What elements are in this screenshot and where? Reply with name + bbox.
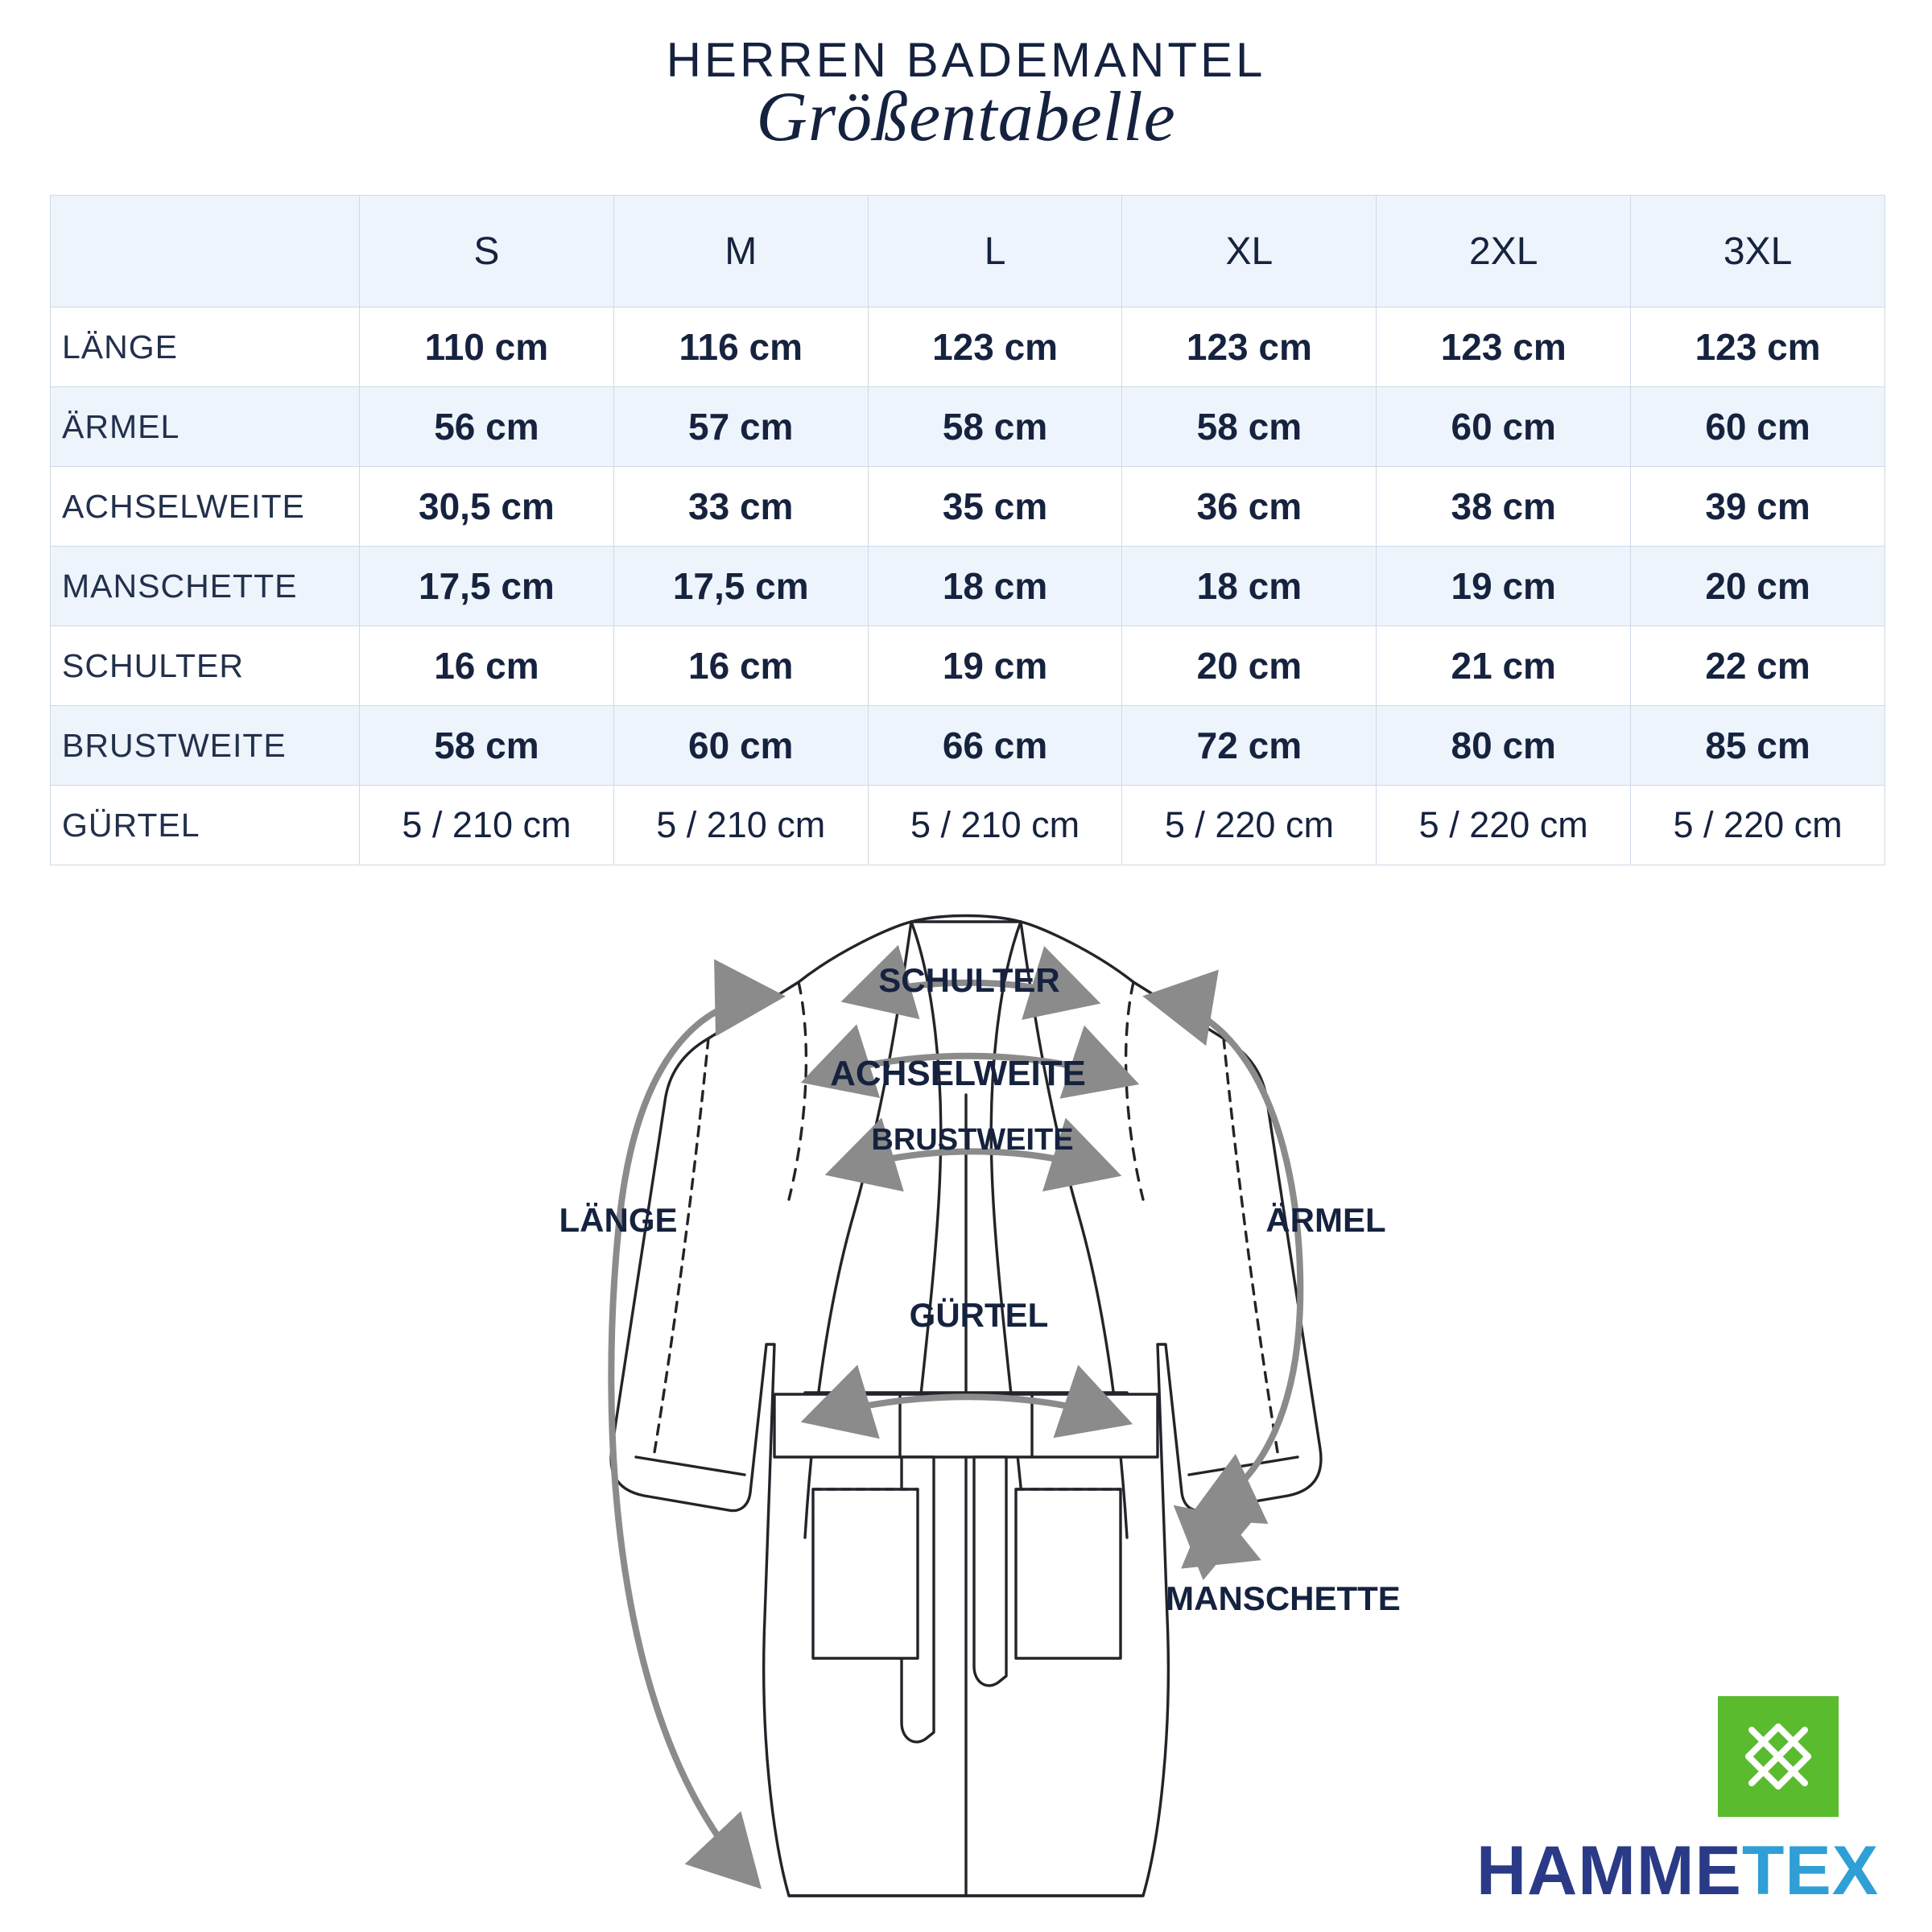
diagram-label-guertel: GÜRTEL — [909, 1296, 1049, 1334]
cell-guertel-m: 5 / 210 cm — [613, 786, 868, 865]
cell-aermel-l: 58 cm — [868, 387, 1122, 467]
cell-aermel-s: 56 cm — [360, 387, 614, 467]
cell-laenge-l: 123 cm — [868, 308, 1122, 387]
cell-brustweite-xl: 72 cm — [1122, 706, 1377, 786]
cell-achselweite-m: 33 cm — [613, 467, 868, 547]
cell-achselweite-3xl: 39 cm — [1631, 467, 1885, 547]
column-header-2xl: 2XL — [1377, 196, 1631, 308]
cell-schulter-s: 16 cm — [360, 626, 614, 706]
cell-laenge-3xl: 123 cm — [1631, 308, 1885, 387]
page-title: HERREN BADEMANTEL — [666, 33, 1266, 87]
row-label-achselweite: ACHSELWEITE — [51, 467, 360, 547]
table-row — [51, 387, 1885, 467]
cell-aermel-3xl: 60 cm — [1631, 387, 1885, 467]
hammetex-mark-icon — [1718, 1696, 1839, 1817]
cell-aermel-2xl: 60 cm — [1377, 387, 1631, 467]
size-table — [50, 195, 1885, 865]
brand-logo — [1476, 1696, 1895, 1911]
diagram-label-schulter: SCHULTER — [878, 961, 1060, 999]
table-header-row — [51, 196, 1885, 308]
table-row — [51, 786, 1885, 865]
page-subtitle: Größentabelle — [756, 78, 1176, 156]
diagram-label-achselweite: ACHSELWEITE — [830, 1054, 1086, 1093]
cell-laenge-s: 110 cm — [360, 308, 614, 387]
cell-guertel-s: 5 / 210 cm — [360, 786, 614, 865]
cell-laenge-xl: 123 cm — [1122, 308, 1377, 387]
cell-schulter-m: 16 cm — [613, 626, 868, 706]
cell-brustweite-3xl: 85 cm — [1631, 706, 1885, 786]
table-row — [51, 706, 1885, 786]
diagram-label-laenge: LÄNGE — [559, 1201, 678, 1239]
row-label-laenge: LÄNGE — [51, 308, 360, 387]
column-header-3xl: 3XL — [1631, 196, 1885, 308]
brand-name-part2: TEX — [1741, 1832, 1880, 1909]
diagram-label-aermel: ÄRMEL — [1265, 1201, 1386, 1239]
row-label-schulter: SCHULTER — [51, 626, 360, 706]
cell-guertel-3xl: 5 / 220 cm — [1631, 786, 1885, 865]
cell-manschette-xl: 18 cm — [1122, 547, 1377, 626]
cell-schulter-2xl: 21 cm — [1377, 626, 1631, 706]
cell-brustweite-m: 60 cm — [613, 706, 868, 786]
column-header-m: M — [613, 196, 868, 308]
table-row — [51, 467, 1885, 547]
row-label-manschette: MANSCHETTE — [51, 547, 360, 626]
cell-achselweite-s: 30,5 cm — [360, 467, 614, 547]
cell-achselweite-xl: 36 cm — [1122, 467, 1377, 547]
row-label-aermel: ÄRMEL — [51, 387, 360, 467]
cell-schulter-3xl: 22 cm — [1631, 626, 1885, 706]
column-header-s: S — [360, 196, 614, 308]
row-label-guertel: GÜRTEL — [51, 786, 360, 865]
cell-laenge-m: 116 cm — [613, 308, 868, 387]
table-row — [51, 308, 1885, 387]
table-row — [51, 547, 1885, 626]
size-table-container — [50, 195, 1885, 865]
column-header-xl: XL — [1122, 196, 1377, 308]
cell-manschette-m: 17,5 cm — [613, 547, 868, 626]
cell-aermel-m: 57 cm — [613, 387, 868, 467]
table-row — [51, 626, 1885, 706]
cell-schulter-xl: 20 cm — [1122, 626, 1377, 706]
column-header-l: L — [868, 196, 1122, 308]
cell-guertel-l: 5 / 210 cm — [868, 786, 1122, 865]
cell-brustweite-2xl: 80 cm — [1377, 706, 1631, 786]
table-corner-cell — [51, 196, 360, 308]
cell-laenge-2xl: 123 cm — [1377, 308, 1631, 387]
cell-manschette-2xl: 19 cm — [1377, 547, 1631, 626]
cell-manschette-l: 18 cm — [868, 547, 1122, 626]
cell-manschette-3xl: 20 cm — [1631, 547, 1885, 626]
size-table-head — [51, 196, 1885, 308]
page-header — [0, 0, 1932, 158]
diagram-label-manschette: MANSCHETTE — [1166, 1579, 1401, 1617]
cell-achselweite-l: 35 cm — [868, 467, 1122, 547]
cell-schulter-l: 19 cm — [868, 626, 1122, 706]
cell-guertel-2xl: 5 / 220 cm — [1377, 786, 1631, 865]
brand-wordmark — [1476, 1831, 1895, 1911]
cell-aermel-xl: 58 cm — [1122, 387, 1377, 467]
brand-name-part1: HAMME — [1476, 1832, 1742, 1909]
cell-achselweite-2xl: 38 cm — [1377, 467, 1631, 547]
cell-brustweite-l: 66 cm — [868, 706, 1122, 786]
size-table-body — [51, 308, 1885, 865]
cell-manschette-s: 17,5 cm — [360, 547, 614, 626]
cell-brustweite-s: 58 cm — [360, 706, 614, 786]
row-label-brustweite: BRUSTWEITE — [51, 706, 360, 786]
cell-guertel-xl: 5 / 220 cm — [1122, 786, 1377, 865]
diagram-label-brustweite: BRUSTWEITE — [871, 1123, 1074, 1157]
